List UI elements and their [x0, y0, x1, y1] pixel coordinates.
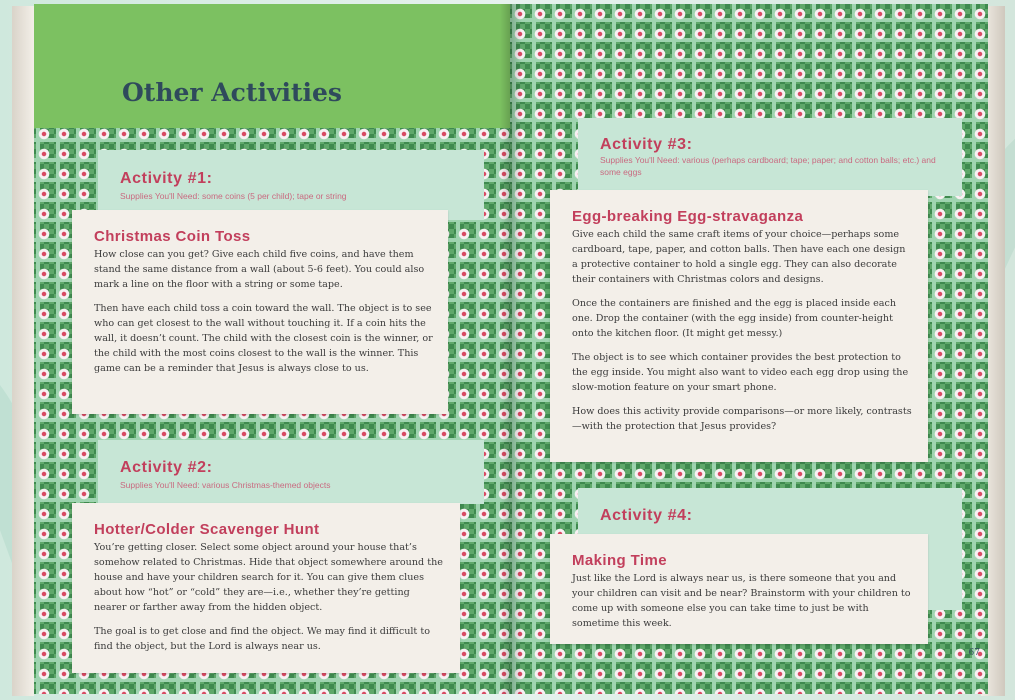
activity-3-paragraph: How does this activity provide comparisons—or more likely, contrasts—with the protection that Jesus provides?	[572, 406, 912, 432]
activity-1-paragraph: Then have each child toss a coin toward the wall. The object is to see who can get closest to the wall without touching it. If a coin hits the wall, it doesn’t count. The child with the closest coin is the winner, or the child with the most coins closest to the wall is the winner. This game can be a reminder that Jesus is always close to us.	[94, 303, 433, 374]
section-title: Other Activities	[122, 78, 342, 107]
activity-3-paragraph: Give each child the same craft items of your choice—perhaps some cardboard, tape, paper, and cotton balls. Then have each one design a protective container to hold a single egg. They can also decorate their containers with Christmas colors and designs.	[572, 229, 906, 285]
activity-3-card	[550, 190, 928, 462]
activity-3-title: Egg-breaking Egg-stravaganza	[572, 208, 804, 225]
activity-3-paragraph: The object is to see which container provides the best protection to the egg inside. You might also want to video each egg drop using the slow-motion feature on your smart phone.	[572, 352, 909, 393]
activity-2-supplies: Supplies You'll Need: various Christmas-themed objects	[120, 480, 331, 490]
activity-1-heading: Activity #1:	[120, 170, 213, 187]
activity-2-title: Hotter/Colder Scavenger Hunt	[94, 521, 320, 538]
activity-4-card	[550, 534, 928, 644]
book-spine	[500, 4, 522, 694]
activity-1-card	[72, 210, 448, 414]
activity-4-paragraph: Just like the Lord is always near us, is there someone that you and your children can visit and be near? Brainstorm with your children to come up with someone else you can take time to just be with sometime this week.	[572, 573, 911, 629]
activity-2-heading: Activity #2:	[120, 459, 213, 476]
left-page	[34, 4, 510, 694]
header-band	[34, 4, 510, 128]
activity-3-supplies: Supplies You'll Need: various (perhaps cardboard; tape; paper; and cotton balls; etc.) and some eggs	[600, 155, 936, 178]
activity-3-paragraph: Once the containers are finished and the egg is placed inside each one. Drop the container (with the egg inside) from counter-height onto the kitchen floor. (It might get messy.)	[572, 298, 897, 339]
book-page-edge-left	[12, 6, 34, 696]
activity-2-paragraph: The goal is to get close and find the object. We may find it difficult to find the object, but the Lord is always near us.	[94, 626, 430, 652]
activity-2-paragraph: You’re getting closer. Select some object around your house that’s somehow related to Christmas. Hide that object somewhere around the house and have your children search for it. You can give them clues about how “hot” or “cold” they are—i.e., whether they’re getting nearer or farther away from the hidden object.	[94, 542, 443, 613]
right-page	[510, 4, 988, 694]
activity-1-paragraph: How close can you get? Give each child five coins, and have them stand the same distance from a wall (about 5-6 feet). You could also mark a line on the floor with a string or some tape.	[94, 249, 425, 290]
activity-1-supplies: Supplies You'll Need: some coins (5 per child); tape or string	[120, 191, 347, 201]
activity-4-heading: Activity #4:	[600, 507, 693, 524]
activity-2-card	[72, 503, 460, 673]
page-number: 67	[968, 648, 980, 658]
activity-3-heading: Activity #3:	[600, 136, 693, 153]
activity-4-title: Making Time	[572, 552, 667, 569]
activity-1-title: Christmas Coin Toss	[94, 228, 251, 245]
